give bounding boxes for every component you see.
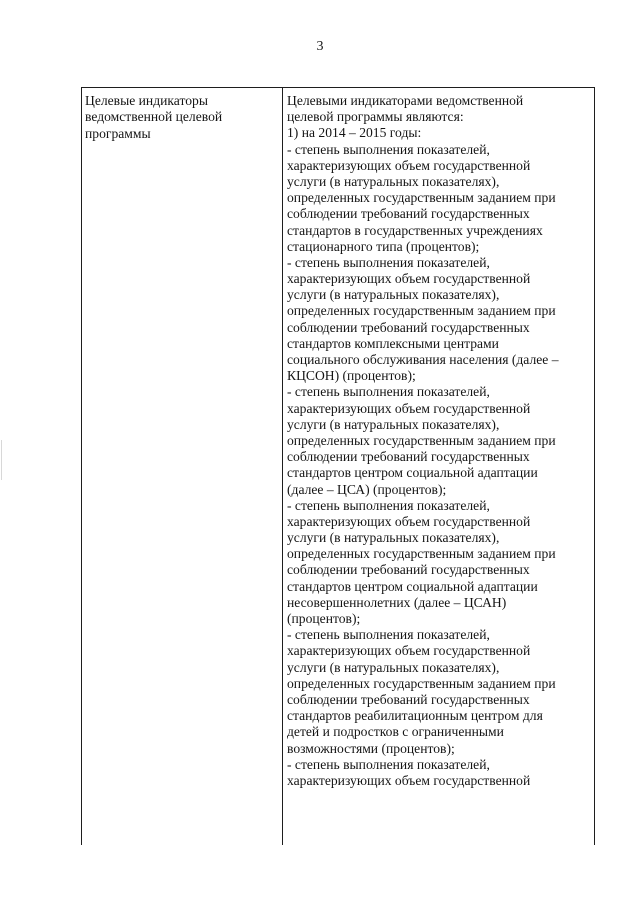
text-line: - степень выполнения показателей, <box>287 384 490 400</box>
text-line: стандартов в государственных учреждениях <box>287 222 543 238</box>
text-line: - степень выполнения показателей, <box>287 756 490 772</box>
text-line: - степень выполнения показателей, <box>287 497 490 513</box>
column-divider <box>282 88 283 845</box>
text-line: определенных государственным заданием при <box>287 190 556 206</box>
text-line: детей и подростков с ограниченными <box>287 724 504 740</box>
text-line: социального обслуживания населения (далее – <box>287 352 559 367</box>
text-line: определенных государственным заданием при <box>287 432 556 448</box>
document-table <box>81 87 595 845</box>
text-line: услуги (в натуральных показателях), <box>287 659 500 675</box>
text-line: стандартов центром социальной адаптации <box>287 465 538 481</box>
text-line: стандартов комплексными центрами <box>287 335 499 351</box>
text-line: соблюдении требований государственных <box>287 562 530 578</box>
text-line: характеризующих объем государственной <box>287 157 531 173</box>
text-line: определенных государственным заданием при <box>287 546 556 562</box>
text-line: КЦСОН) (процентов); <box>287 368 416 384</box>
text-line: определенных государственным заданием при <box>287 303 556 319</box>
text-line: 1) на 2014 – 2015 годы: <box>287 125 422 141</box>
text-line: целевой программы являются: <box>287 109 464 125</box>
text-line: соблюдении требований государственных <box>287 449 530 465</box>
text-line: услуги (в натуральных показателях), <box>287 287 500 303</box>
text-line: - степень выполнения показателей, <box>287 627 490 643</box>
text-line: услуги (в натуральных показателях), <box>287 173 500 189</box>
text-line: возможностями (процентов); <box>287 740 455 756</box>
text-line: характеризующих объем государственной <box>287 643 531 659</box>
text-line: характеризующих объем государственной <box>287 271 531 287</box>
text-line: стандартов реабилитационным центром для <box>287 708 543 724</box>
text-line: характеризующих объем государственной <box>287 772 531 788</box>
text-line: (процентов); <box>287 611 361 626</box>
text-line: характеризующих объем государственной <box>287 400 531 416</box>
page-number: 3 <box>316 39 324 54</box>
text-line: - степень выполнения показателей, <box>287 254 490 270</box>
left-cell-heading: Целевые индикаторы ведомственной целевой программы <box>85 93 223 141</box>
text-line: несовершеннолетних (далее – ЦСАН) <box>287 594 507 610</box>
right-cell-content <box>287 93 593 789</box>
scan-edge-mark <box>1 440 2 480</box>
text-line: услуги (в натуральных показателях), <box>287 530 500 546</box>
text-line: (далее – ЦСА) (процентов); <box>287 481 447 497</box>
text-line: соблюдении требований государственных <box>287 206 530 222</box>
text-line: стандартов центром социальной адаптации <box>287 578 538 594</box>
text-line: соблюдении требований государственных <box>287 691 530 707</box>
text-line: определенных государственным заданием при <box>287 675 556 691</box>
text-line: Целевыми индикаторами ведомственной <box>287 93 524 108</box>
text-line: характеризующих объем государственной <box>287 513 531 529</box>
text-line: стационарного типа (процентов); <box>287 238 480 254</box>
text-line: - степень выполнения показателей, <box>287 141 490 157</box>
text-line: соблюдении требований государственных <box>287 319 530 335</box>
text-line: услуги (в натуральных показателях), <box>287 416 500 432</box>
